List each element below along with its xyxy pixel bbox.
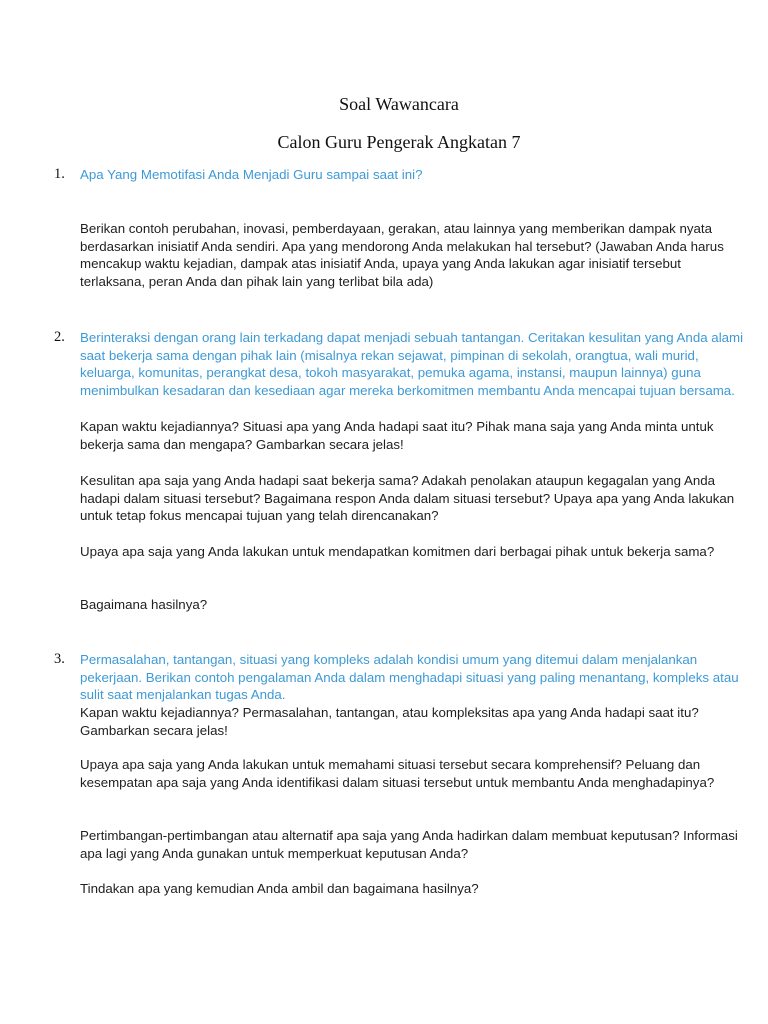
document-title: Soal Wawancara [339, 94, 459, 114]
question-text: Permasalahan, tantangan, situasi yang kompleks adalah kondisi umum yang ditemui dalam menjalankan pekerjaan. Berikan contoh pengalaman Anda dalam menghadapi situasi yang paling menantang, kompleks atau sulit saat menjalankan tugas Anda. [80, 652, 739, 703]
document-subtitle: Calon Guru Pengerak Angkatan 7 [277, 132, 521, 152]
item-number: 3. [54, 651, 65, 667]
paragraph: Kesulitan apa saja yang Anda hadapi saat bekerja sama? Adakah penolakan ataupun kegagalan yang Anda hadapi dalam situasi tersebut? Bagaimana respon Anda dalam situasi tersebut? Upaya apa yang Anda lakukan untuk tetap fokus mencapai tujuan yang telah direncanakan? [80, 473, 735, 524]
item-number: 1. [54, 166, 65, 182]
paragraph: Upaya apa saja yang Anda lakukan untuk mendapatkan komitmen dari berbagai pihak untuk bekerja sama? [80, 544, 715, 559]
paragraph: Upaya apa saja yang Anda lakukan untuk memahami situasi tersebut secara komprehensif? Peluang dan kesempatan apa saja yang Anda identifikasi dalam situasi tersebut untuk membantu Anda menghadapinya? [80, 757, 715, 790]
paragraph: Pertimbangan-pertimbangan atau alternatif apa saja yang Anda hadirkan dalam membuat keputusan? Informasi apa lagi yang Anda gunakan untuk memperkuat keputusan Anda? [80, 828, 738, 861]
question-text: Berinteraksi dengan orang lain terkadang dapat menjadi sebuah tantangan. Ceritakan kesulitan yang Anda alami saat bekerja sama dengan pihak lain (misalnya rekan sejawat, pimpinan di sekolah, orangtua, wali murid, keluarga, komunitas, perangkat desa, tokoh masyarakat, pemuka agama, instansi, maupun lainnya) guna menimbulkan kesadaran dan kesediaan agar mereka berkomitmen membantu Anda mencapai tujuan bersama. [80, 330, 744, 398]
paragraph: Tindakan apa yang kemudian Anda ambil dan bagaimana hasilnya? [80, 881, 479, 896]
question-text: Apa Yang Memotifasi Anda Menjadi Guru sampai saat ini? [80, 167, 423, 182]
paragraph: Bagaimana hasilnya? [80, 597, 208, 612]
paragraph: Berikan contoh perubahan, inovasi, pemberdayaan, gerakan, atau lainnya yang memberikan dampak nyata berdasarkan inisiatif Anda sendiri. Apa yang mendorong Anda melakukan hal tersebut? (Jawaban Anda harus mencakup waktu kejadian, dampak atas inisiatif Anda, upaya yang Anda lakukan agar inisiatif tersebut terlaksana, peran Anda dan pihak lain yang terlibat bila ada) [80, 221, 724, 289]
paragraph: Kapan waktu kejadiannya? Permasalahan, tantangan, atau kompleksitas apa yang Anda hadapi saat itu? Gambarkan secara jelas! [80, 705, 699, 738]
item-number: 2. [54, 329, 65, 345]
paragraph: Kapan waktu kejadiannya? Situasi apa yang Anda hadapi saat itu? Pihak mana saja yang Anda minta untuk bekerja sama dan mengapa? Gambarkan secara jelas! [80, 419, 714, 452]
